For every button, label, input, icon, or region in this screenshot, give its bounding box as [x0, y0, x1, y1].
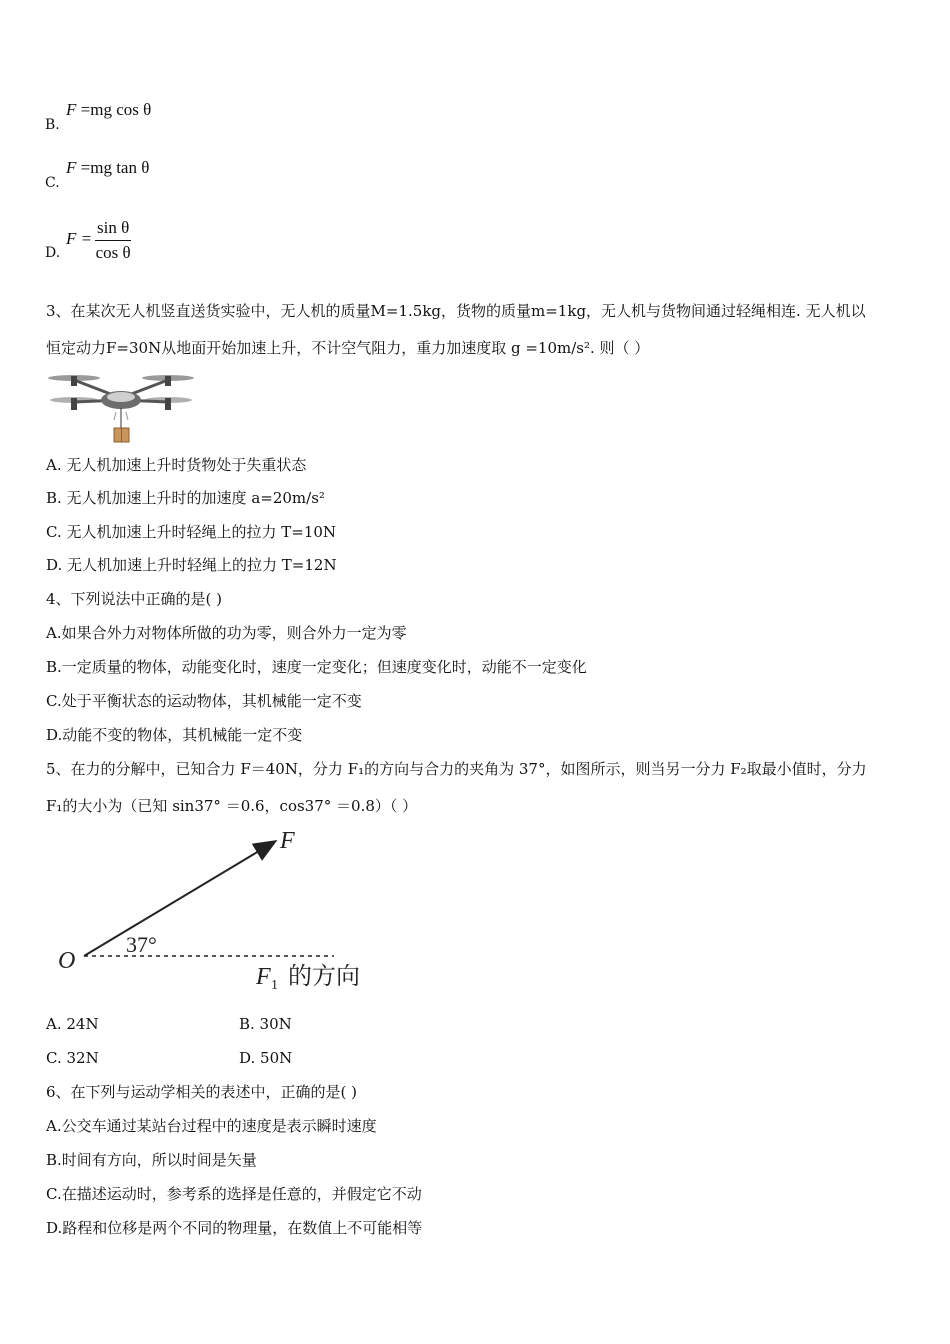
- option-d-formula-lhs: F =: [66, 229, 93, 248]
- force-f-arrow: [84, 842, 274, 956]
- label-f1-direction: 的方向: [288, 964, 360, 990]
- q4-option-c: C.处于平衡状态的运动物体，其机械能一定不变: [46, 692, 362, 710]
- fraction-numerator: sin θ: [95, 218, 131, 241]
- q5-option-a: A. 24N: [46, 1015, 99, 1033]
- q3-option-b: B. 无人机加速上升时的加速度 a=20m/s²: [46, 489, 325, 507]
- q3-option-a: A. 无人机加速上升时货物处于失重状态: [46, 456, 307, 474]
- q6-option-b: B.时间有方向，所以时间是矢量: [46, 1151, 257, 1169]
- option-c-letter: C.: [45, 175, 60, 191]
- q6-option-d: D.路程和位移是两个不同的物理量，在数值上不可能相等: [46, 1219, 423, 1237]
- q5-stem-line1: 5、在力的分解中，已知合力 F＝40N，分力 F₁的方向与合力的夹角为 37°，如图所示，则当另一分力 F₂取最小值时，分力: [46, 760, 867, 778]
- q3-option-c: C. 无人机加速上升时轻绳上的拉力 T=10N: [46, 523, 337, 541]
- q6-stem: 6、在下列与运动学相关的表述中，正确的是( ): [46, 1083, 358, 1101]
- label-f1-subscript: 1: [271, 978, 278, 993]
- option-b-formula: [66, 100, 151, 120]
- option-c-formula: [66, 158, 149, 178]
- drone-image: [44, 370, 198, 446]
- formula-lhs: F: [66, 158, 77, 177]
- option-b-letter: B.: [45, 117, 60, 133]
- force-diagram: [50, 822, 380, 994]
- q4-option-b: B.一定质量的物体，动能变化时，速度一定变化；但速度变化时，动能不一定变化: [46, 658, 587, 676]
- q4-option-a: A.如果合外力对物体所做的功为零，则合外力一定为零: [46, 624, 407, 642]
- label-f1: F: [256, 964, 271, 990]
- formula-rhs: =mg cos θ: [80, 100, 152, 119]
- label-o: O: [58, 948, 76, 974]
- option-d-fraction: [95, 218, 131, 263]
- q3-stem-line1: 3、在某次无人机竖直送货实验中，无人机的质量M=1.5kg，货物的质量m=1kg，无人机与货物间通过轻绳相连. 无人机以: [46, 302, 866, 320]
- q4-stem: 4、下列说法中正确的是( ): [46, 590, 223, 608]
- q4-option-d: D.动能不变的物体，其机械能一定不变: [46, 726, 303, 744]
- fraction-denominator: cos θ: [95, 243, 131, 262]
- option-d-letter: D.: [45, 245, 61, 261]
- label-angle: 37°: [126, 932, 157, 957]
- q3-stem-line2: 恒定动力F=30N从地面开始加速上升，不计空气阻力，重力加速度取 g =10m/s². 则（ ）: [46, 339, 650, 357]
- q5-stem-line2: F₁的大小为（已知 sin37° ＝0.6，cos37° ＝0.8）（ ）: [46, 797, 418, 815]
- q5-option-b: B. 30N: [239, 1015, 292, 1033]
- q3-option-d: D. 无人机加速上升时轻绳上的拉力 T=12N: [46, 556, 337, 574]
- formula-lhs: F: [66, 100, 77, 119]
- formula-rhs: =mg tan θ: [80, 158, 150, 177]
- q6-option-a: A.公交车通过某站台过程中的速度是表示瞬时速度: [46, 1117, 377, 1135]
- q5-option-c: C. 32N: [46, 1049, 99, 1067]
- q6-option-c: C.在描述运动时，参考系的选择是任意的，并假定它不动: [46, 1185, 422, 1203]
- q5-option-d: D. 50N: [239, 1049, 293, 1067]
- label-f: F: [280, 828, 295, 854]
